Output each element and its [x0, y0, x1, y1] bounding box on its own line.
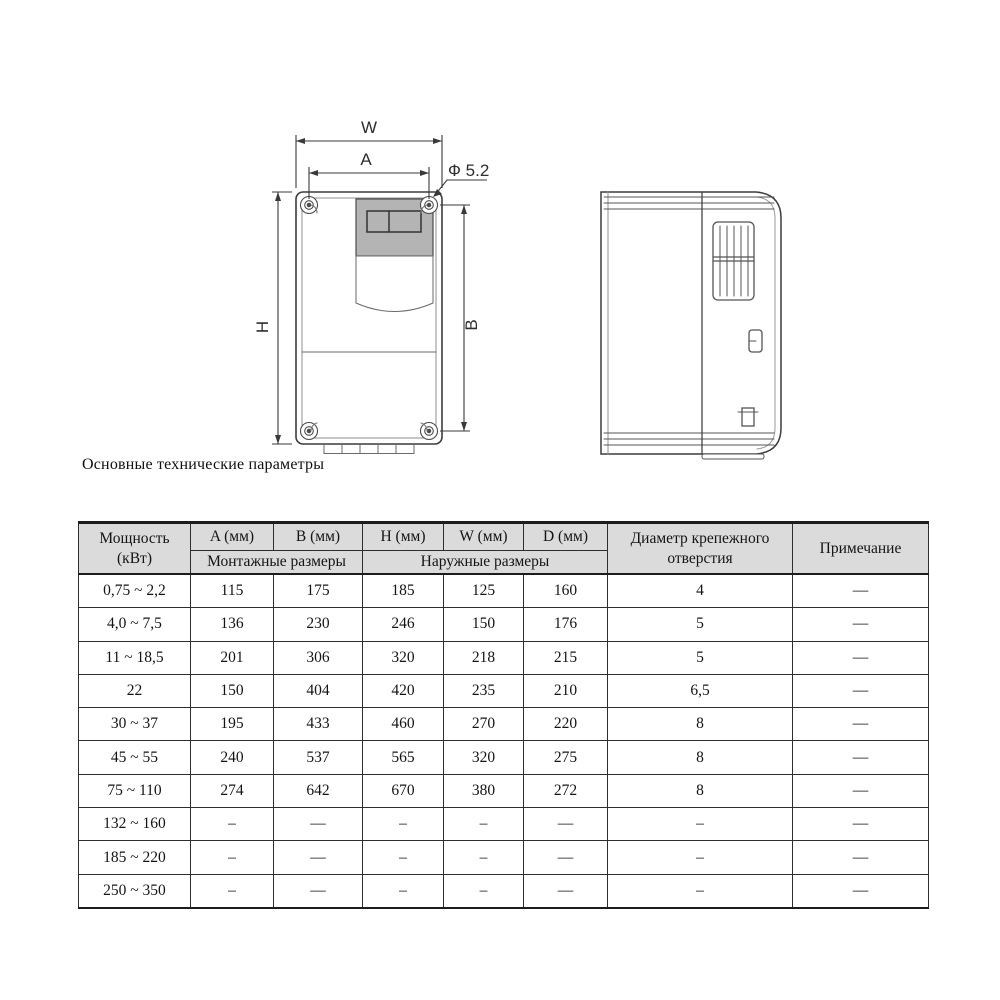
dimension-b — [440, 205, 481, 431]
cell-w: 125 — [444, 574, 524, 608]
cell-a: 115 — [191, 574, 274, 608]
col-header-w: W (мм) — [444, 523, 524, 551]
cell-b: 230 — [274, 608, 363, 641]
cell-a: 136 — [191, 608, 274, 641]
dimensions-table — [78, 521, 929, 909]
cell-dia: 5 — [608, 641, 793, 674]
cell-d: 176 — [524, 608, 608, 641]
cell-a: 150 — [191, 674, 274, 707]
cell-note: — — [793, 808, 929, 841]
cell-b: — — [274, 808, 363, 841]
cell-note: — — [793, 841, 929, 874]
table-row — [79, 708, 929, 741]
cell-b: 404 — [274, 674, 363, 707]
cell-a: – — [191, 841, 274, 874]
cell-h: 460 — [363, 708, 444, 741]
dim-label-h: H — [253, 320, 272, 334]
cell-h: – — [363, 841, 444, 874]
cell-power: 45 ~ 55 — [79, 741, 191, 774]
terminal-strip — [324, 445, 414, 454]
cell-w: 320 — [444, 741, 524, 774]
col-header-power-line2: (кВт) — [117, 549, 152, 567]
cell-d: — — [524, 874, 608, 908]
cell-dia: 5 — [608, 608, 793, 641]
cell-dia: 8 — [608, 741, 793, 774]
table-row — [79, 674, 929, 707]
cell-h: – — [363, 808, 444, 841]
cell-w: 150 — [444, 608, 524, 641]
cell-d: — — [524, 808, 608, 841]
cell-h: 420 — [363, 674, 444, 707]
cell-a: – — [191, 808, 274, 841]
cell-power: 250 ~ 350 — [79, 874, 191, 908]
cell-b: — — [274, 841, 363, 874]
cell-power: 132 ~ 160 — [79, 808, 191, 841]
table-row — [79, 574, 929, 608]
cell-b: 537 — [274, 741, 363, 774]
cell-note: — — [793, 641, 929, 674]
dim-label-hole-diameter: Ф 5.2 — [448, 161, 490, 180]
cell-dia: 8 — [608, 708, 793, 741]
table-row — [79, 841, 929, 874]
col-header-a: A (мм) — [191, 523, 274, 551]
group-header-mounting: Монтажные размеры — [191, 551, 363, 575]
col-header-hole-diameter-line1: Диаметр крепежного — [630, 530, 770, 548]
cell-d: 220 — [524, 708, 608, 741]
cell-dia: – — [608, 808, 793, 841]
cell-w: – — [444, 841, 524, 874]
cell-w: 218 — [444, 641, 524, 674]
cell-d: 210 — [524, 674, 608, 707]
col-header-note: Примечание — [793, 523, 929, 575]
cell-a: 201 — [191, 641, 274, 674]
cell-h: 320 — [363, 641, 444, 674]
cell-a: – — [191, 874, 274, 908]
cell-power: 22 — [79, 674, 191, 707]
cell-d: 215 — [524, 641, 608, 674]
cell-note: — — [793, 741, 929, 774]
table-row — [79, 874, 929, 908]
table-row — [79, 641, 929, 674]
cell-w: – — [444, 874, 524, 908]
col-header-hole-diameter — [608, 523, 793, 575]
cell-d: 160 — [524, 574, 608, 608]
table-body — [79, 574, 929, 908]
cell-note: — — [793, 874, 929, 908]
cell-h: – — [363, 874, 444, 908]
cell-b: 642 — [274, 774, 363, 807]
hole-diameter-callout — [433, 161, 489, 197]
cell-note: — — [793, 574, 929, 608]
cell-dia: 4 — [608, 574, 793, 608]
col-header-hole-diameter-line2: отверстия — [667, 549, 733, 567]
cell-b: 433 — [274, 708, 363, 741]
dimension-h — [253, 192, 292, 444]
table-row — [79, 774, 929, 807]
cell-b: 175 — [274, 574, 363, 608]
dim-label-b: B — [462, 319, 481, 331]
table-header — [79, 523, 929, 575]
cell-w: – — [444, 808, 524, 841]
cell-a: 240 — [191, 741, 274, 774]
cell-b: 306 — [274, 641, 363, 674]
cell-note: — — [793, 608, 929, 641]
cell-a: 274 — [191, 774, 274, 807]
cell-h: 670 — [363, 774, 444, 807]
cell-h: 565 — [363, 741, 444, 774]
cell-w: 380 — [444, 774, 524, 807]
section-caption: Основные технические параметры — [82, 456, 325, 473]
front-view-drawing — [296, 192, 442, 454]
cell-power: 0,75 ~ 2,2 — [79, 574, 191, 608]
col-header-h: H (мм) — [363, 523, 444, 551]
group-header-outer: Наружные размеры — [363, 551, 608, 575]
cell-note: — — [793, 708, 929, 741]
cell-note: — — [793, 674, 929, 707]
cell-power: 75 ~ 110 — [79, 774, 191, 807]
col-header-d: D (мм) — [524, 523, 608, 551]
cell-d: — — [524, 841, 608, 874]
cell-w: 270 — [444, 708, 524, 741]
cell-h: 185 — [363, 574, 444, 608]
cell-d: 272 — [524, 774, 608, 807]
cell-dia: – — [608, 874, 793, 908]
table-row — [79, 608, 929, 641]
cell-power: 185 ~ 220 — [79, 841, 191, 874]
cell-b: — — [274, 874, 363, 908]
table-row — [79, 808, 929, 841]
col-header-b: B (мм) — [274, 523, 363, 551]
cell-h: 246 — [363, 608, 444, 641]
cell-power: 30 ~ 37 — [79, 708, 191, 741]
cell-dia: 6,5 — [608, 674, 793, 707]
cell-note: — — [793, 774, 929, 807]
dim-label-a: A — [360, 150, 372, 169]
side-view-drawing — [601, 192, 781, 459]
table-row — [79, 741, 929, 774]
col-header-power — [79, 523, 191, 575]
cell-dia: 8 — [608, 774, 793, 807]
cell-power: 4,0 ~ 7,5 — [79, 608, 191, 641]
cell-a: 195 — [191, 708, 274, 741]
dim-label-w: W — [360, 118, 378, 137]
cell-power: 11 ~ 18,5 — [79, 641, 191, 674]
cell-d: 275 — [524, 741, 608, 774]
cell-w: 235 — [444, 674, 524, 707]
col-header-power-line1: Мощность — [99, 530, 170, 548]
cell-dia: – — [608, 841, 793, 874]
